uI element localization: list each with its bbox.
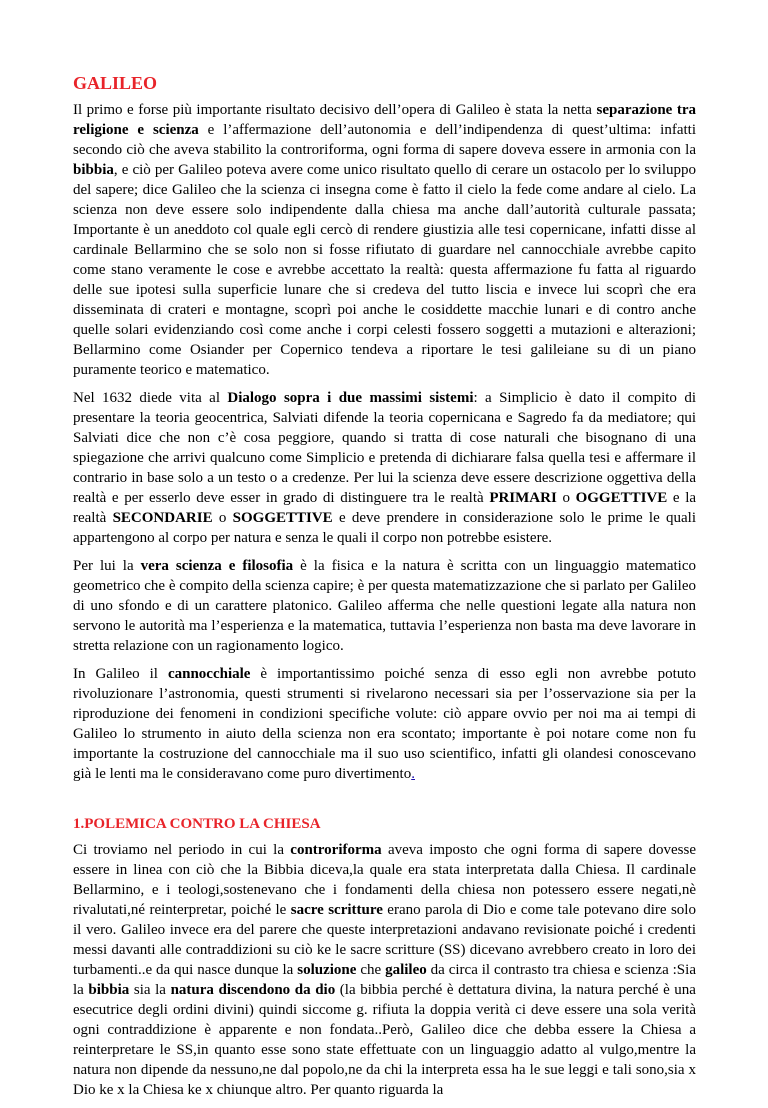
document-page — [73, 72, 696, 1108]
text-run: o — [556, 490, 576, 506]
text-run: sia la — [129, 982, 171, 998]
bold-term: SOGGETTIVE — [232, 510, 333, 526]
bold-term: soluzione — [297, 962, 357, 978]
paragraph-dialogo — [73, 388, 696, 548]
section-spacer — [73, 792, 696, 814]
paragraph-vera-scienza — [73, 556, 696, 656]
bold-term: PRIMARI — [489, 490, 557, 506]
text-run: Nel 1632 diede vita al — [73, 390, 228, 406]
bold-term: OGGETTIVE — [575, 490, 668, 506]
text-run: è la fisica e la natura è scritta con un linguaggio matematico geometrico che è compito della scienza capire; è per questa matematizzazione che si parlato per Galileo di uno sfondo e di un carattere platonico. Galileo afferma che nelle questioni legate alla natura non servono le autorità ma l’esperienza e la matematica, tuttavia l’esperienza non basta ma deve lavorare in stretta relazione con un ragionamento logico. — [73, 558, 697, 654]
bold-term: controriforma — [290, 842, 382, 858]
bold-term: Dialogo sopra i due massimi sistemi — [227, 390, 474, 406]
paragraph-cannocchiale — [73, 664, 696, 784]
text-run: (la bibbia perché è dettatura divina, la natura perché è una esecutrice degli ordini divini) quindi siccome g. rifiuta la doppia verità ci deve essere una sola verità ogni contraddizione è apparente e non fondata..Però, Galileo dice che debba essere la Chiesa a reinterpretare le SS,in quanto esse sono state effettuate con un linguaggio adatto al vulgo,mentre la natura non dipende da nessuno,ne dal popolo,ne da chi la interpreta essa ha le sue leggi e tali sono,sia x Dio ke x la Chiesa ke x chiunque altro. Per quanto riguarda la — [73, 982, 696, 1098]
text-run: Ci troviamo nel periodo in cui la — [73, 842, 291, 858]
text-run: da circa il contrasto tra chiesa e scienza :Sia la — [73, 962, 696, 998]
paragraph-polemica — [73, 840, 696, 1100]
text-run: , e ciò per Galileo poteva avere come unico risultato quello di cerare un ostacolo per lo sviluppo del sapere; dice Galileo che la scienza ci insegna come è fatto il cielo la fede come andare al cielo. La scienza non deve essere solo indipendente dalla chiesa ma anche dall’autorità culturale passata; Importante è un aneddoto col quale egli cercò di rendere giustizia alle tesi copernicane, infatti disse al cardinale Bellarmino che se solo non si fosse rifiutato di guardare nel cannocchiale avrebbe capito come stano veramente le cose e avrebbe accettato la realtà: questa affermazione fu fatta al riguardo delle sue ipotesi sulla superficie lunare che si credeva del tutto liscia e invece lui scoprì che era disseminata di crateri e montagne, scoprì poi anche le cosiddette macchie lunari e di contro anche quelle solari evidenziando così come anche i corpi celesti fossero soggetti a mutazioni e alterazioni; Bellarmino come Osiander per Copernico tendeva a riportare le tesi galileiane su di un piano puramente teorico e matematico. — [73, 162, 696, 378]
bold-term: galileo — [385, 962, 427, 978]
text-run: e la realtà — [73, 490, 697, 526]
document-title: GALILEO — [73, 73, 158, 93]
bold-term: sacre scritture — [290, 902, 383, 918]
text-run: che — [356, 962, 386, 978]
text-run: : a Simplicio è dato il compito di presentare la teoria geocentrica, Salviati difende la teoria copernicana e Sagredo fa da mediatore; qui Salviati dice che non c’è cosa peggiore, quando si tratta di cose naturali che bisognano di una spiegazione che arrivi qualcuno come Simplicio e pretenda di dichiarare falsa quella tesi e affermare il contrario in base solo a un testo o a credenze. Per lui la scienza deve essere descrizione oggettiva della realtà e per esserlo deve esser in grado di distinguere tra le realtà — [73, 390, 696, 506]
bold-term: SECONDARIE — [112, 510, 213, 526]
bold-term: cannocchiale — [167, 666, 251, 682]
text-run: è importantissimo poiché senza di esso egli non avrebbe potuto rivoluzionare l’astronomia, questi strumenti si rivelarono necessari sia per l’osservazione sia per la riproduzione dei fenomeni in condizioni specifiche volute: ciò appare ovvio per noi ma ai tempi di Galileo lo strumento in aiuto della scienza non era scontato; importante è poi notare come non fu importante la costruzione del cannocchiale ma il suo uso scientifico, infatti gli olandesi conoscevano già le lenti ma le consideravano come puro divertimento — [73, 666, 697, 782]
link-text[interactable]: . — [411, 766, 415, 782]
bold-term: natura discendono da dio — [170, 982, 336, 998]
text-run: o — [212, 510, 233, 526]
section-title: 1.POLEMICA CONTRO LA CHIESA — [73, 816, 321, 832]
bold-term: bibbia — [88, 982, 130, 998]
text-run: e deve prendere in considerazione solo le prime le quali appartengono al corpo per natura e senza le quali il corpo non potrebbe esistere. — [73, 510, 697, 546]
text-run: aveva imposto che ogni forma di sapere dovesse essere in linea con ciò che la Bibbia diceva,la quale era stata interpretata dalla Chiesa. Il cardinale Bellarmino, e i teologi,sostenevano che i fondamenti della chiesa non potessero essere negati,nè rivalutati,né reinterpretar, poiché le — [73, 842, 697, 918]
bold-term: vera scienza e filosofia — [140, 558, 294, 574]
text-run: In Galileo il — [73, 666, 168, 682]
text-run: Il primo e forse più importante risultato decisivo dell’opera di Galileo è stata la netta — [73, 102, 597, 118]
text-run: Per lui la — [73, 558, 141, 574]
text-run: e l’affermazione dell’autonomia e dell’indipendenza di quest’ultima: infatti secondo ciò che aveva stabilito la controriforma, ogni forma di sapere doveva essere in armonia con la — [73, 122, 696, 158]
paragraph-intro — [73, 100, 696, 380]
text-run: erano parola di Dio e come tale potevano dire solo il vero. Galileo invece era del parere che queste interpretazioni andavano revisionate poiché i credenti messi davanti alle contraddizioni su ciò ke le sacre scritture (SS) dicevano avrebbero creato in loro dei turbamenti..e da qui nasce dunque la — [73, 902, 696, 978]
bold-term: separazione tra religione e scienza — [73, 102, 696, 138]
bold-term: bibbia — [73, 162, 114, 178]
